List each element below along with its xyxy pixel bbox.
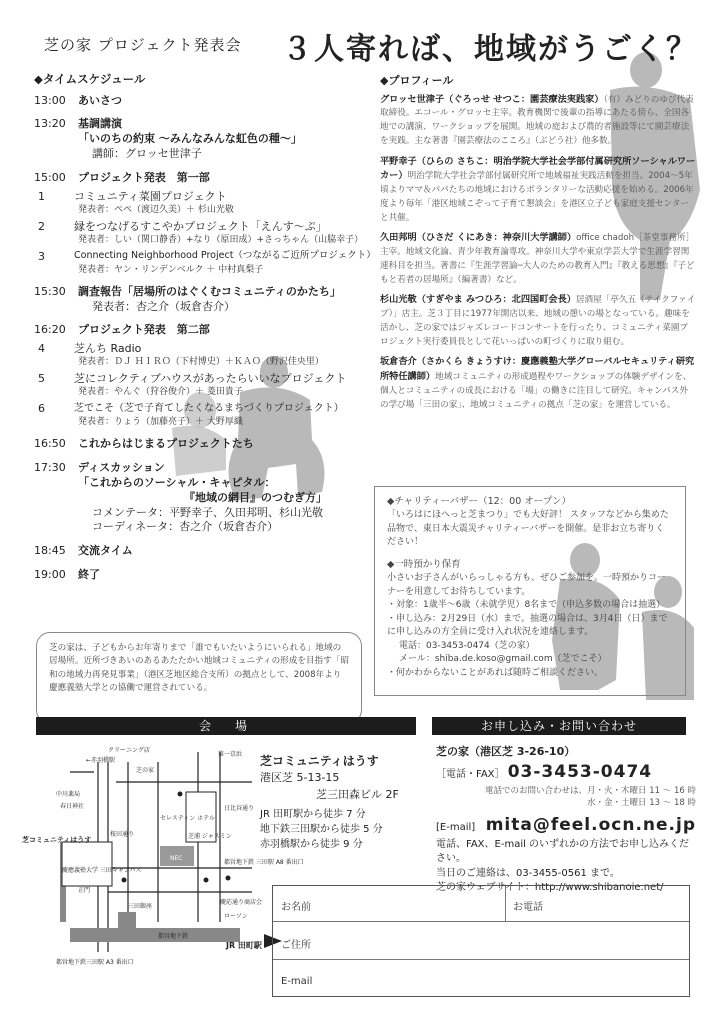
label: プロジェクト発表 第二部 [78, 323, 210, 337]
schedule-keynote [34, 117, 374, 162]
time: 17:30 [34, 461, 66, 475]
map-label-cleaning: クリーニング店 [108, 747, 150, 754]
label: これからはじまるプロジェクトたち [78, 437, 254, 451]
map-label-dori: 慶応通り商店会 [220, 899, 263, 906]
contact-org: 芝の家（港区芝 3-26-10） [436, 745, 576, 758]
map-label-sakurada: 桜田通り [110, 831, 135, 838]
time: 13:00 [34, 93, 66, 107]
label: 調査報告「居場所のはぐくむコミュニティのかたち」 [78, 284, 341, 298]
time: 15:30 [34, 284, 66, 298]
map-label-lawson: ローソン [224, 913, 248, 920]
label: 基調講演 [78, 117, 122, 131]
map-label-dangi: 芝浦 ジャスミン [188, 833, 232, 840]
time: 18:45 [34, 544, 66, 558]
research-presenter: 発表者：杏之介（坂倉杏介） [92, 299, 235, 313]
label: プロジェクト発表 第一部 [78, 170, 210, 184]
schedule-section [34, 72, 374, 583]
page-title: ３人寄れば、地域がうごく？ [282, 32, 698, 67]
keynote-title: 「いのちの約束 〜みんなみんな虹色の種〜」 [78, 132, 302, 146]
schedule-heading: ◆タイムスケジュール [34, 72, 146, 86]
contact-tel: 03-3453-0474 [507, 761, 653, 782]
map-label-daiichi: 第一京浜 [218, 751, 243, 758]
label: 交流タイム [78, 544, 133, 558]
map-label-kasuga: 春日神社 [60, 803, 85, 810]
schedule-end [34, 568, 374, 583]
bazaar-box: ◆チャリティーバザー（12：00 オープン） 「いろはにほへっと芝まつり」でも大好評！ スタッフなどから集めた品物で、東日本大震災チャリティーバザーを開催。是非お立ち寄りください！ ◆一時預かり保育 小さいお子さんがいらっしゃる方も、ぜひご参加を。一時預かりコーナーを用意してお待ちしています。 ・対象：1歳半〜6歳（未就学児）8名まで（申込多数の場合は抽選） ・申し込み：2月29日（水）まで。抽選の場合は、3月4日（日）までに申し込みの方全員に受け入れ状況を連絡します。 電話：03-3453-0474（芝の家） メール：shiba.de.koso@gmail.com（芝でこそ） ・何かわからないことがあれば随時ご相談ください。 [374, 486, 686, 696]
map-label-toei: 都営地下鉄 [158, 933, 189, 940]
venue-bar: 会 場 [36, 717, 416, 735]
project-item: 5 芝にコレクティブハウスがあったらいいなプロジェクト 発表者：やんぐ（狩谷俊介）＋ 菱田貴子 [38, 372, 347, 398]
venue-address1: 港区芝 5-13-15 [260, 771, 340, 784]
map-label-mita-st: 都営地下鉄 三田駅 A8 番出口 [224, 859, 304, 866]
schedule-part1 [34, 171, 374, 276]
venue-info: 芝コミュニティはうす 港区芝 5-13-15 芝三田森ビル 2F JR 田町駅から徒歩 7 分 地下鉄三田駅から徒歩 5 分 赤羽橋駅から徒歩 9 分 [260, 752, 430, 852]
profile-item: 久田邦明（ひさだ くにあき：神奈川大学講師）office chadoh［茶堂事務所］主宰。地域文化論、青少年教育論専攻。神奈川大学や東京学芸大学で生涯学習関連科目を担当。著書に『生涯学習論─大人のための教育入門』『教える思想』『子どもと若者の居場所』（編著書）など。 [380, 232, 695, 285]
time: 16:20 [34, 323, 66, 337]
profile-section [380, 72, 696, 418]
label: ディスカッション [78, 461, 165, 475]
label: 終了 [78, 568, 100, 582]
map-label-hibiya: 日比谷通り [224, 805, 255, 812]
project-item: 1 コミュニティ菜園プロジェクト 発表者：ペペ（渡辺久美）＋ 杉山光敬 [38, 189, 234, 215]
contact-bar: お申し込み・お問い合わせ [432, 717, 686, 735]
project-item: 3 Connecting Neighborhood Project（つながるご近所プロジェクト） 発表者：ヤン・リンデンベルク ＋ 中村真梨子 [38, 249, 376, 275]
schedule-future [34, 437, 374, 452]
about-box: 芝の家は、子どもからお年寄りまで「誰でもいたいようにいられる」地域の居場所。近所づきあいのあるあたたかい地域コミュニティの形成を目指す「昭和の地域力再発見事業」（港区芝地区総合支所）の拠点として、2008年より慶應義塾大学との協働で運営されている。 [36, 632, 362, 724]
profile-item: 杉山光敬（すぎやま みつひろ：北四国町会長）居酒屋「亭久五（テイクファイブ）」店主。芝３丁目に1977年開店以来、地域の憩いの場となっている。趣味を活かし、芝の家ではジャズレコードコンサートを行ったり、コミュニティ菜園プロジェクト実行委員長として花いっぱいの町づくりに取り組む。 [380, 294, 696, 347]
childcare-heading: ◆一時預かり保育 [387, 558, 461, 570]
keynote-speaker: 講師：グロッセ世津子 [92, 147, 202, 161]
time: 19:00 [34, 568, 66, 582]
time: 13:20 [34, 117, 66, 131]
bazaar-text: 「いろはにほへっと芝まつり」でも大好評！ スタッフなどから集めた品物で、東日本大震災チャリティーバザーを開催。是非お立ち寄りください！ [387, 510, 669, 548]
time: 15:00 [34, 170, 66, 184]
form-tel-label: お電話 [513, 902, 543, 913]
profile-item: 坂倉杏介（さかくら きょうすけ：慶應義塾大学グローバルセキュリティ研究所特任講師）地域コミュニティの形成過程やワークショップの体験デザインを、個人とコミュニティの成長における「場」の働きに注目して研究。キャンパス外の学び場「三田の家」、地域コミュニティの拠点「芝の家」を運営している。 [380, 356, 695, 410]
venue-address2: 芝三田森ビル 2F [316, 787, 399, 801]
form-name-label: お名前 [281, 902, 311, 913]
map-label-keio: 慶應義塾大学 三田キャンパス [62, 867, 142, 874]
schedule-exchange [34, 544, 374, 559]
label: あいさつ [78, 93, 122, 107]
application-form [272, 885, 690, 997]
profile-heading: ◆プロフィール [380, 74, 454, 87]
schedule-opening [34, 94, 374, 109]
map-label-nakagawa: 中川薬局 [56, 791, 81, 798]
event-subtitle: 芝の家 プロジェクト発表会 [44, 36, 242, 54]
map-label-akabanebashi: ←赤羽橋駅 [86, 757, 116, 764]
profile-item: 平野幸子（ひらの さちこ：明治学院大学社会学部付属研究所ソーシャルワーカー）明治学院大学社会学部付属研究所で地域福祉実践活動を担当。2004〜5年頃よりママ＆パパたちの地域におけるボランタリーな活動応援を始める。2006年度より毎年「港区地域こぞって子育て懇談会」を港区立子ども家庭支援センターと共催。 [380, 155, 696, 223]
project-item: 4 芝んち Radio 発表者：ＤＪ ＨＩＲＯ（下村博史）＋ＫＡＯ（野沢佳央里） [38, 342, 324, 368]
contact-web[interactable]: 芝の家ウェブサイト：http://www.shibanoie.net/ [436, 882, 664, 894]
venue-name: 芝コミュニティはうす [260, 754, 379, 768]
map-label-nec: NEC [170, 855, 183, 862]
profile-item: グロッセ世津子（ぐろっせ せつこ：園芸療法実践家）（有）みどりのゆび代表取締役。エコール・グロッセ主宰。教育機関で後輩の指導にあたる傍ら、全国各地での講演、ワークショップを展開。地域の庭および農的者施設等にて園芸療法を実践。主な著書『園芸療法のこころ』（ぶどう社）他多数。 [380, 93, 694, 146]
project-item: 6 芝でこそ（芝で子育てしたくなるまちづくりプロジェクト） 発表者：りょう（加藤亮子）＋ 大野厚織 [38, 402, 344, 428]
form-email-label: E-mail [281, 976, 313, 987]
project-item: 2 縁をつなげるすこやかプロジェクト「えんす〜ぷ」 発表者：しい（関口静香）+なり（原田成）+さっちゃん（山脇幸子） [38, 219, 364, 245]
map-label-seimon: 正門 [78, 887, 91, 894]
map-label-exit: 都営地下鉄三田駅 A3 番出口 [56, 959, 134, 966]
bazaar-heading: ◆チャリティーバザー（12：00 オープン） [387, 496, 571, 507]
contact-info: 芝の家（港区芝 3-26-10） ［電話・FAX］ 03-3453-0474 電話でのお問い合わせは、月・火・木曜日 11 〜 16 時 水・金・土曜日 13 〜 18 時 [E-mail] mita@feel.ocn.ne.jp 電話、FAX、E-mail のいずれかの方法でお申し込みください。 当日のご連絡は、03-3455-0561 まで。 芝の家ウェブサイト：http://www.shibanoie.net/ [436, 744, 696, 896]
map-label-mita-ginza: 三田銀座 [128, 903, 153, 910]
time: 16:50 [34, 437, 66, 451]
map-label-celestine: セレスティン ホテル [160, 815, 215, 822]
schedule-part2 [34, 323, 374, 428]
form-address-label: ご住所 [281, 940, 311, 951]
contact-email[interactable]: mita@feel.ocn.ne.jp [485, 815, 696, 836]
map-label-jr: JR 田町駅 [226, 941, 262, 950]
map-label-shibanoie: 芝の家 [136, 767, 155, 774]
map-label-here: 芝コミュニティはうす [22, 836, 92, 844]
schedule-research [34, 285, 374, 315]
schedule-discussion: 17:30 ディスカッション 「これからのソーシャル・キャピタル： 『地域の網目』のつむぎ方」 コメンテータ：平野幸子、久田邦明、杉山光敬 コーディネータ：杏之介（坂倉杏介） [34, 461, 327, 534]
